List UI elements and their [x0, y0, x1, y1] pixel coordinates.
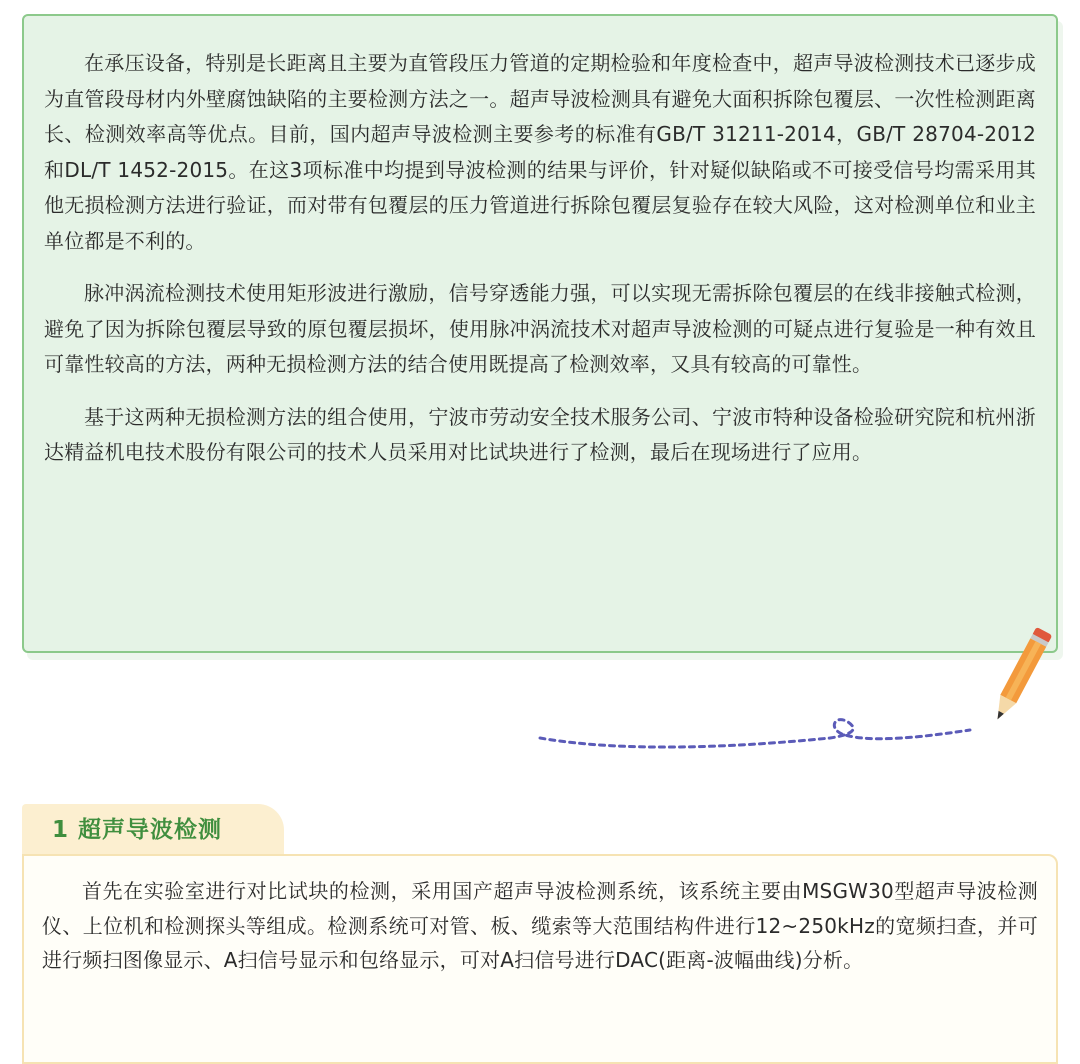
section-1-paragraph: 首先在实验室进行对比试块的检测，采用国产超声导波检测系统，该系统主要由MSGW30型超声导波检测仪、上位机和检测探头等组成。检测系统可对管、板、缆索等大范围结构件进行12~250kHz的宽频扫查，并可进行频扫图像显示、A扫信号显示和包络显示，可对A扫信号进行DAC(距离-波幅曲线)分析。: [42, 879, 1038, 972]
section-1-card: [22, 854, 1058, 1064]
intro-paragraph-2: 脉冲涡流检测技术使用矩形波进行激励，信号穿透能力强，可以实现无需拆除包覆层的在线非接触式检测，避免了因为拆除包覆层导致的原包覆层损坏，使用脉冲涡流技术对超声导波检测的可疑点进行复验是一种有效且可靠性较高的方法，两种无损检测方法的结合使用既提高了检测效率，又具有较高的可靠性。: [44, 281, 1036, 376]
dotted-squiggle-icon: [530, 700, 980, 760]
intro-paragraph-1: 在承压设备，特别是长距离且主要为直管段压力管道的定期检验和年度检查中，超声导波检测技术已逐步成为直管段母材内外壁腐蚀缺陷的主要检测方法之一。超声导波检测具有避免大面积拆除包覆层、一次性检测距离长、检测效率高等优点。目前，国内超声导波检测主要参考的标准有GB/T 31211-2014，GB/T 28704-2012和DL/T 1452-2015。在这3项标准中均提到导波检测的结果与评价，针对疑似缺陷或不可接受信号均需采用其他无损检测方法进行验证，而对带有包覆层的压力管道进行拆除包覆层复验存在较大风险，这对检测单位和业主单位都是不利的。: [44, 51, 1036, 253]
section-title: 1 超声导波检测: [52, 817, 223, 843]
intro-card: [22, 14, 1058, 653]
pencil-icon: [980, 620, 1060, 735]
intro-paragraph-3: 基于这两种无损检测方法的组合使用，宁波市劳动安全技术服务公司、宁波市特种设备检验研究院和杭州浙达精益机电技术股份有限公司的技术人员采用对比试块进行了检测，最后在现场进行了应用。: [44, 404, 1036, 464]
